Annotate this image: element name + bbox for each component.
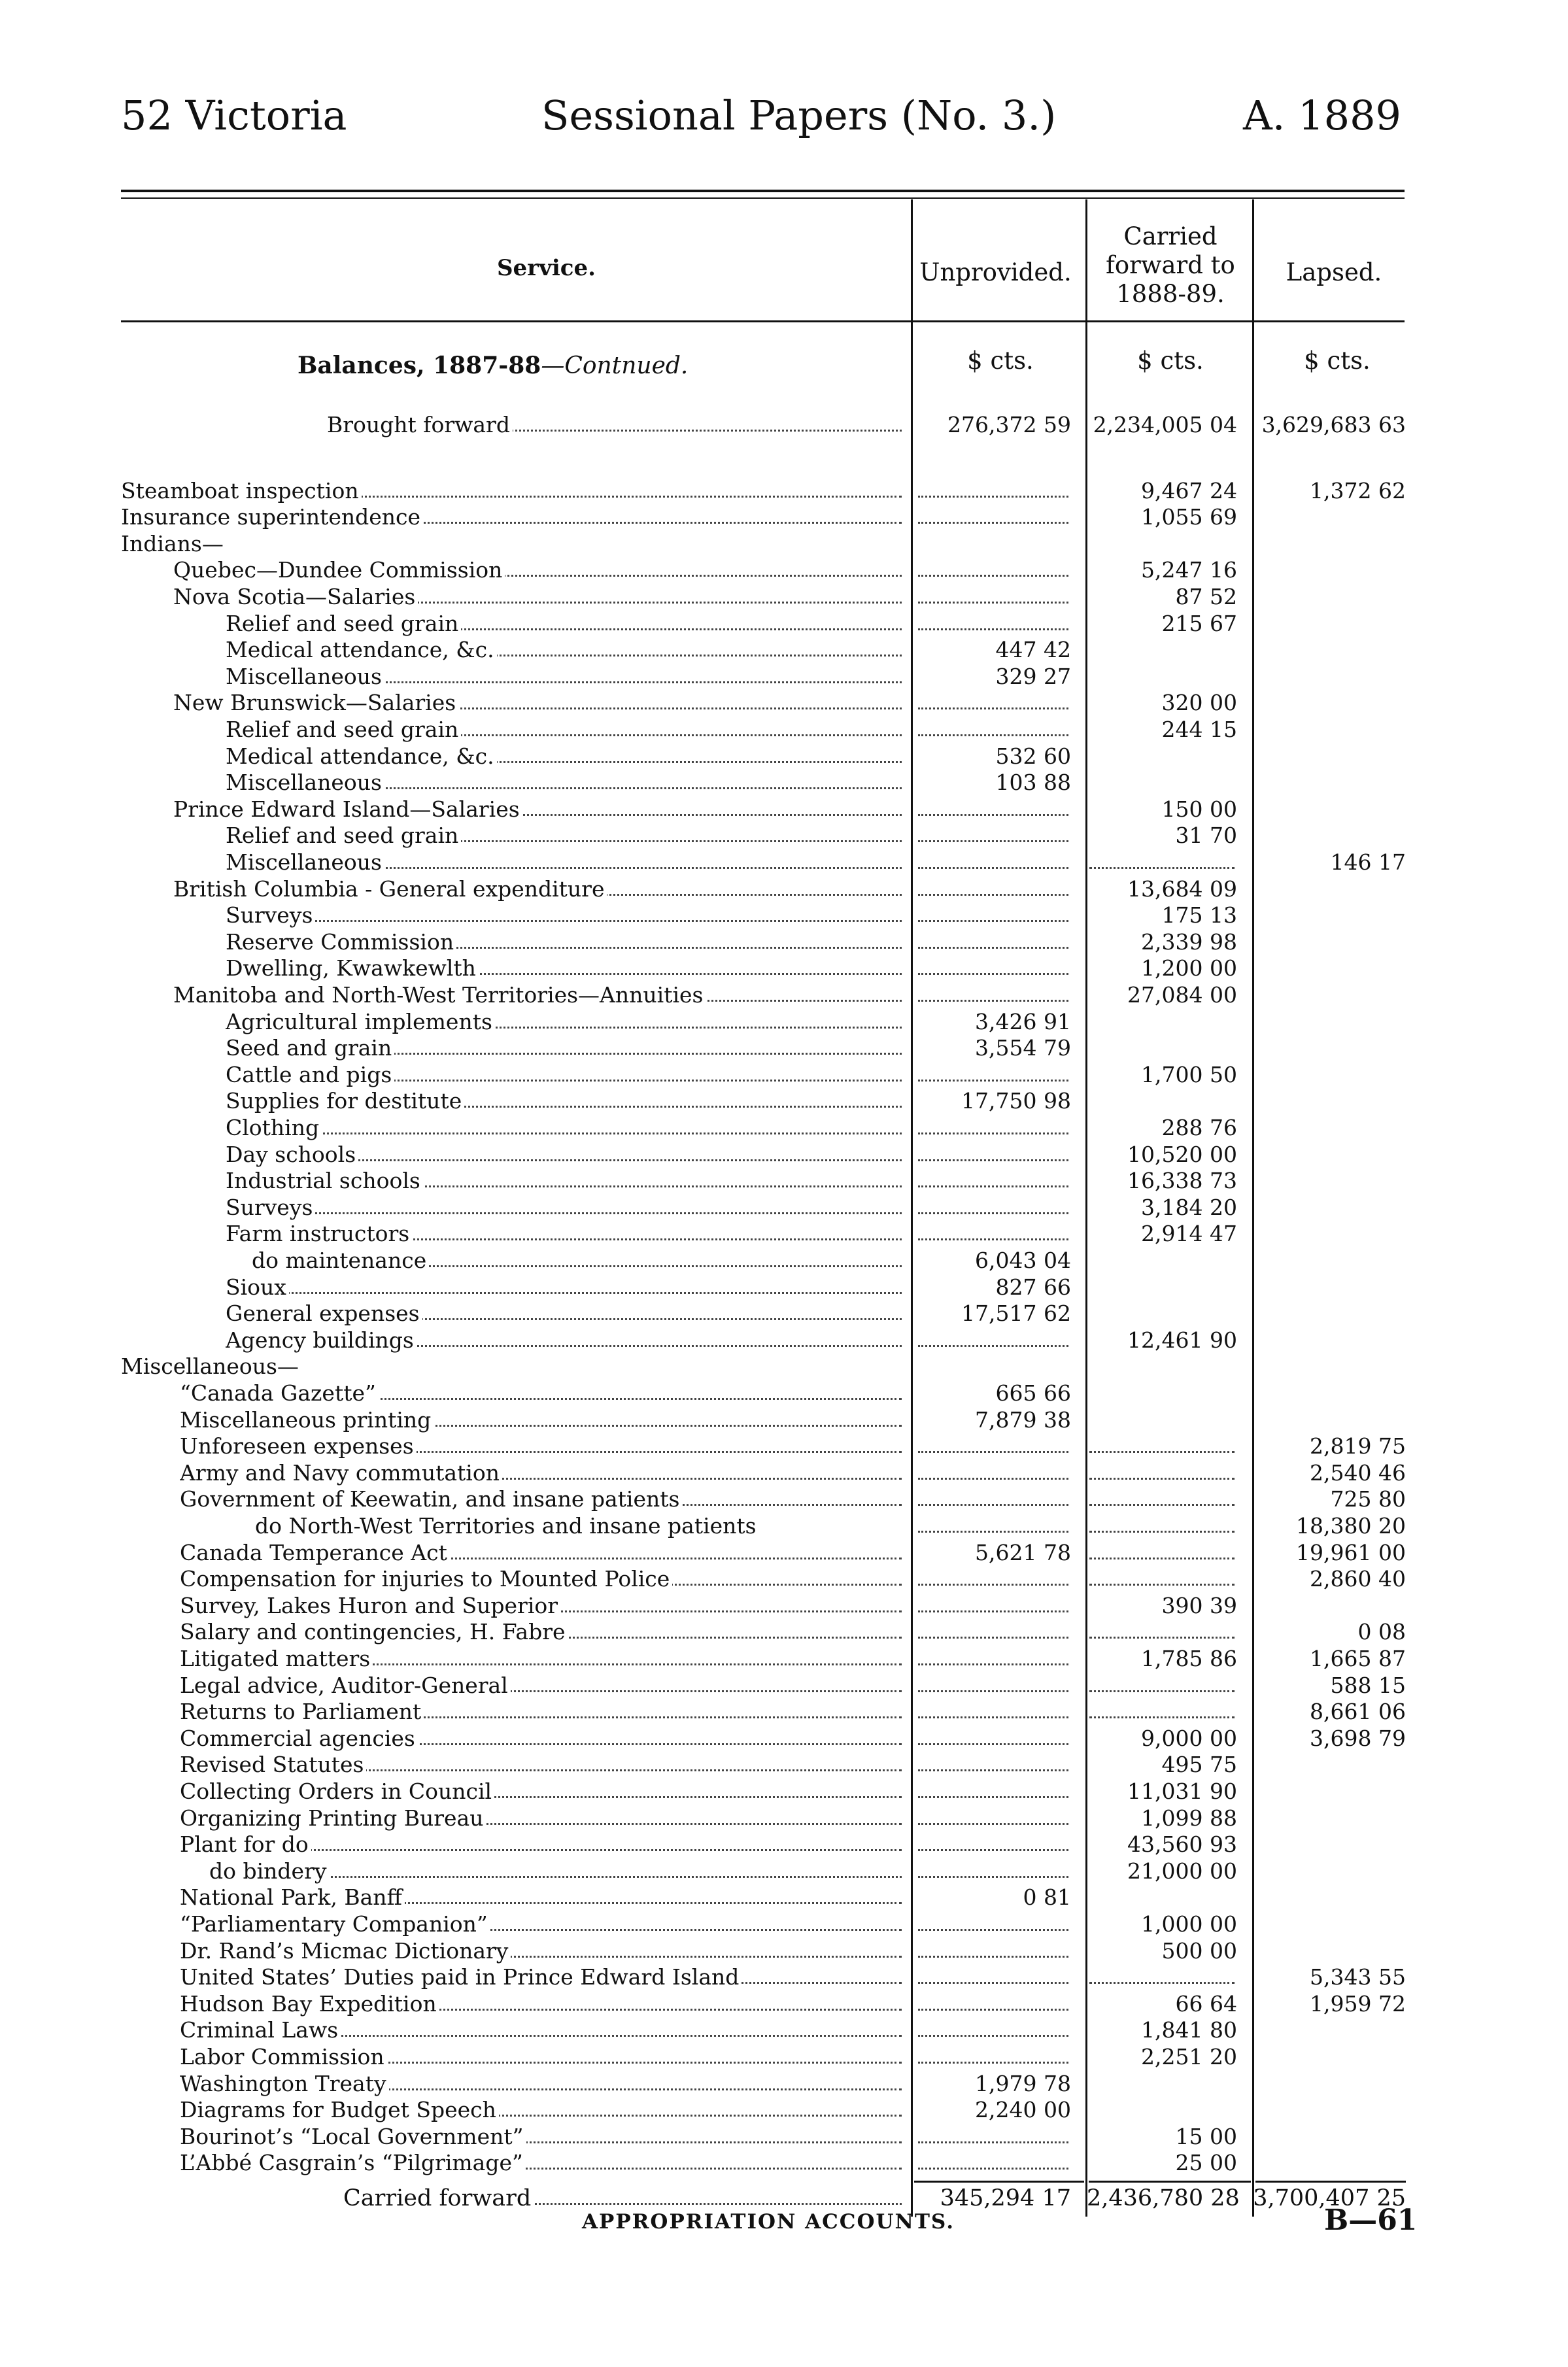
section-title-bold: Balances, 1887-88 xyxy=(298,352,541,379)
row-label: Farm instructors xyxy=(226,1221,906,1247)
row-unprovided-leader xyxy=(913,1938,1074,1964)
header-year: A. 1889 xyxy=(1243,92,1401,139)
row-unprovided-value: 665 66 xyxy=(995,1380,1071,1406)
row-carried-value: 15 00 xyxy=(1175,2123,1237,2149)
row-carried-leader xyxy=(1084,1964,1240,1990)
ledger-row xyxy=(0,1354,1568,1380)
row-unprovided-leader xyxy=(913,557,1074,583)
row-lapsed-value: 8,661 06 xyxy=(1310,1699,1406,1725)
row-label: Hudson Bay Expedition xyxy=(180,1991,906,2017)
row-label: Sioux xyxy=(226,1274,906,1301)
row-label: Insurance superintendence xyxy=(121,504,906,530)
row-label: “Canada Gazette” xyxy=(180,1380,906,1406)
ledger-row xyxy=(0,1274,1568,1301)
row-label: “Parliamentary Companion” xyxy=(180,1911,906,1937)
currency-carried: $ cts. xyxy=(1137,347,1204,375)
ledger-row xyxy=(0,1221,1568,1247)
ledger-row xyxy=(0,1513,1568,1539)
ledger-row xyxy=(0,1407,1568,1433)
row-carried-leader xyxy=(1084,1540,1240,1566)
row-unprovided-leader xyxy=(913,1486,1074,1512)
row-unprovided-leader xyxy=(913,955,1074,981)
ledger-row xyxy=(0,1831,1568,1858)
row-carried-value: 500 00 xyxy=(1161,1937,1237,1964)
column-header-carried-line1: Carried xyxy=(1123,222,1218,250)
row-label: Government of Keewatin, and insane patients xyxy=(180,1486,906,1512)
row-lapsed-value: 146 17 xyxy=(1330,849,1406,875)
ledger-row xyxy=(0,1168,1568,1194)
row-label: Litigated matters xyxy=(180,1646,906,1672)
section-title-italic: —Contnued. xyxy=(541,352,689,379)
row-unprovided-leader xyxy=(913,1699,1074,1725)
row-unprovided-leader xyxy=(913,1805,1074,1831)
row-lapsed-value: 725 80 xyxy=(1330,1486,1406,1512)
row-carried-value: 150 00 xyxy=(1161,796,1237,822)
row-lapsed-value: 588 15 xyxy=(1330,1672,1406,1698)
total-rule-unprovided xyxy=(914,2181,1084,2183)
row-label: do maintenance xyxy=(252,1248,906,1274)
ledger-row xyxy=(0,478,1568,504)
row-unprovided-value: 2,240 00 xyxy=(975,2097,1071,2123)
row-carried-value: 11,031 90 xyxy=(1127,1779,1237,1804)
row-carried-value: 13,684 09 xyxy=(1127,876,1237,902)
row-carried-value: 2,251 20 xyxy=(1141,2044,1237,2069)
row-label: Seed and grain xyxy=(226,1035,906,1061)
ledger-row xyxy=(0,1673,1568,1699)
carried-forward-carried: 2,436,780 28 xyxy=(1087,2185,1240,2211)
row-label: L’Abbé Casgrain’s “Pilgrimage” xyxy=(180,2150,906,2176)
row-unprovided-leader xyxy=(913,1221,1074,1247)
ledger-row xyxy=(0,1301,1568,1327)
row-unprovided-leader xyxy=(913,478,1074,504)
row-carried-value: 244 15 xyxy=(1161,717,1237,742)
ledger-row xyxy=(0,1911,1568,1937)
row-carried-value: 288 76 xyxy=(1161,1115,1237,1140)
ledger-row xyxy=(0,929,1568,955)
row-label: Reserve Commission xyxy=(226,929,906,955)
row-label: Cattle and pigs xyxy=(226,1062,906,1088)
ledger-row xyxy=(0,690,1568,716)
ledger-row xyxy=(0,1726,1568,1752)
row-label: Bourinot’s “Local Government” xyxy=(180,2124,906,2150)
row-carried-value: 16,338 73 xyxy=(1127,1168,1237,1194)
row-lapsed-value: 2,540 46 xyxy=(1310,1459,1406,1486)
ledger-row xyxy=(0,1699,1568,1725)
row-carried-value: 21,000 00 xyxy=(1127,1858,1237,1884)
row-unprovided-leader xyxy=(913,584,1074,610)
ledger-row xyxy=(0,1327,1568,1354)
row-unprovided-leader xyxy=(913,929,1074,955)
ledger-row xyxy=(0,1566,1568,1592)
ledger-row xyxy=(0,1752,1568,1778)
row-unprovided-leader xyxy=(913,1964,1074,1990)
row-carried-leader xyxy=(1084,1566,1240,1592)
row-lapsed-value: 1,959 72 xyxy=(1310,1990,1406,2017)
row-unprovided-leader xyxy=(913,2124,1074,2150)
ledger-row xyxy=(0,664,1568,690)
ledger-row xyxy=(0,1035,1568,1061)
row-label: Compensation for injuries to Mounted Police xyxy=(180,1566,906,1592)
row-carried-leader xyxy=(1084,1433,1240,1459)
row-label: General expenses xyxy=(226,1301,906,1327)
row-label: Labor Commission xyxy=(180,2044,906,2070)
ledger-row xyxy=(0,1619,1568,1645)
ledger-row xyxy=(0,1540,1568,1566)
row-label: Dwelling, Kwawkewlth xyxy=(226,955,906,981)
total-rule-carried xyxy=(1089,2181,1251,2183)
row-lapsed-value: 3,629,683 63 xyxy=(1261,412,1406,437)
column-header-carried-line3: 1888-89. xyxy=(1116,280,1225,308)
row-unprovided-leader xyxy=(913,1062,1074,1088)
row-unprovided-value: 103 88 xyxy=(995,770,1071,796)
row-label: Commercial agencies xyxy=(180,1726,906,1752)
row-label: British Columbia - General expenditure xyxy=(173,876,906,902)
column-header-lapsed: Lapsed. xyxy=(1286,258,1382,286)
row-label: Returns to Parliament xyxy=(180,1699,906,1725)
row-unprovided-leader xyxy=(913,2044,1074,2070)
row-unprovided-leader xyxy=(913,1513,1074,1539)
row-unprovided-leader xyxy=(913,1646,1074,1672)
ledger-row xyxy=(0,1779,1568,1805)
ledger-row xyxy=(0,1593,1568,1619)
row-label: Washington Treaty xyxy=(180,2071,906,2097)
row-unprovided-leader xyxy=(913,1991,1074,2017)
ledger-row xyxy=(0,1009,1568,1035)
ledger-row xyxy=(0,2044,1568,2070)
row-label: Industrial schools xyxy=(226,1168,906,1194)
currency-lapsed: $ cts. xyxy=(1304,347,1371,375)
row-carried-value: 1,055 69 xyxy=(1141,504,1237,530)
row-carried-value: 390 39 xyxy=(1161,1592,1237,1618)
row-unprovided-leader xyxy=(913,1115,1074,1141)
ledger-row xyxy=(0,531,1568,557)
ledger-row xyxy=(0,1486,1568,1512)
row-carried-value: 9,467 24 xyxy=(1141,477,1237,503)
ledger-row xyxy=(0,1964,1568,1990)
row-label: Miscellaneous xyxy=(226,849,906,876)
row-carried-leader xyxy=(1084,1460,1240,1486)
row-label: Dr. Rand’s Micmac Dictionary xyxy=(180,1938,906,1964)
ledger-row xyxy=(0,1884,1568,1911)
row-label: Salary and contingencies, H. Fabre xyxy=(180,1619,906,1645)
row-label: Organizing Printing Bureau xyxy=(180,1805,906,1831)
ledger-row xyxy=(0,1433,1568,1459)
ledger-row xyxy=(0,902,1568,928)
row-label: Medical attendance, &c. xyxy=(226,637,906,663)
row-label: Clothing xyxy=(226,1115,906,1141)
row-label: Plant for do xyxy=(180,1831,906,1858)
ledger-row xyxy=(0,1646,1568,1672)
ledger-row xyxy=(0,1380,1568,1406)
row-label: Army and Navy commutation xyxy=(180,1460,906,1486)
row-label: Diagrams for Budget Speech xyxy=(180,2097,906,2123)
row-unprovided-leader xyxy=(913,1142,1074,1168)
row-unprovided-leader xyxy=(913,1195,1074,1221)
row-label: Relief and seed grain xyxy=(226,717,906,743)
row-label: Quebec—Dundee Commission xyxy=(173,557,906,583)
ledger-row xyxy=(0,2150,1568,2176)
ledger-row xyxy=(0,770,1568,796)
currency-unprovided: $ cts. xyxy=(967,347,1034,375)
row-unprovided-value: 532 60 xyxy=(995,743,1071,769)
footer-page-number: B—61 xyxy=(1324,2204,1418,2237)
row-carried-value: 12,461 90 xyxy=(1127,1327,1237,1353)
row-label: Canada Temperance Act xyxy=(180,1540,906,1566)
carried-forward-unprovided: 345,294 17 xyxy=(940,2185,1071,2211)
ledger-row xyxy=(0,557,1568,583)
ledger-row xyxy=(0,1991,1568,2017)
row-unprovided-leader xyxy=(913,611,1074,637)
row-unprovided-leader xyxy=(913,823,1074,849)
row-unprovided-leader xyxy=(913,717,1074,743)
row-unprovided-value: 447 42 xyxy=(995,637,1071,663)
row-unprovided-value: 276,372 59 xyxy=(947,412,1071,437)
row-label: Relief and seed grain xyxy=(226,611,906,637)
column-header-service: Service. xyxy=(497,255,596,281)
row-unprovided-leader xyxy=(913,1831,1074,1858)
row-unprovided-value: 5,621 78 xyxy=(975,1539,1071,1565)
row-unprovided-value: 7,879 38 xyxy=(975,1406,1071,1433)
ledger-row xyxy=(0,1115,1568,1141)
row-carried-value: 2,339 98 xyxy=(1141,928,1237,955)
row-carried-value: 3,184 20 xyxy=(1141,1194,1237,1220)
row-carried-value: 10,520 00 xyxy=(1127,1141,1237,1167)
row-label: do bindery xyxy=(209,1858,906,1884)
row-unprovided-leader xyxy=(913,1779,1074,1805)
row-carried-value: 9,000 00 xyxy=(1141,1725,1237,1751)
ledger-row xyxy=(0,876,1568,902)
row-label: Indians— xyxy=(121,531,906,557)
total-rule-lapsed xyxy=(1255,2181,1406,2183)
row-label: Miscellaneous xyxy=(226,664,906,690)
row-lapsed-value: 2,860 40 xyxy=(1310,1566,1406,1592)
row-carried-leader xyxy=(1084,849,1240,876)
row-unprovided-leader xyxy=(913,982,1074,1008)
header-volume: 52 Victoria xyxy=(121,92,347,139)
ledger-row xyxy=(0,1142,1568,1168)
row-unprovided-value: 6,043 04 xyxy=(975,1248,1071,1273)
row-unprovided-leader xyxy=(913,1327,1074,1354)
row-carried-value: 2,234,005 04 xyxy=(1093,412,1237,437)
row-label: Manitoba and North-West Territories—Annuities xyxy=(173,982,906,1008)
column-header-unprovided: Unprovided. xyxy=(919,258,1072,286)
row-unprovided-leader xyxy=(913,902,1074,928)
ledger-row xyxy=(0,2097,1568,2123)
row-label: Miscellaneous xyxy=(226,770,906,796)
row-carried-value: 25 00 xyxy=(1175,2150,1237,2176)
row-label: Criminal Laws xyxy=(180,2017,906,2043)
row-carried-leader xyxy=(1084,1486,1240,1512)
row-unprovided-leader xyxy=(913,1673,1074,1699)
row-carried-value: 27,084 00 xyxy=(1127,982,1237,1008)
row-lapsed-value: 3,698 79 xyxy=(1310,1725,1406,1751)
row-label: New Brunswick—Salaries xyxy=(173,690,906,716)
row-label: Medical attendance, &c. xyxy=(226,743,906,770)
row-lapsed-value: 18,380 20 xyxy=(1296,1513,1406,1539)
row-unprovided-leader xyxy=(913,1593,1074,1619)
row-lapsed-value: 1,665 87 xyxy=(1310,1646,1406,1671)
row-carried-value: 1,200 00 xyxy=(1141,955,1237,981)
row-unprovided-leader xyxy=(913,1460,1074,1486)
ledger-row xyxy=(0,1805,1568,1831)
row-unprovided-value: 17,750 98 xyxy=(961,1088,1071,1114)
row-unprovided-leader xyxy=(913,876,1074,902)
row-label: Collecting Orders in Council xyxy=(180,1779,906,1805)
row-carried-value: 31 70 xyxy=(1175,823,1237,849)
row-unprovided-leader xyxy=(913,1911,1074,1937)
row-carried-value: 5,247 16 xyxy=(1141,557,1237,583)
carried-forward-lapsed: 3,700,407 25 xyxy=(1253,2185,1406,2211)
row-carried-value: 1,000 00 xyxy=(1141,1911,1237,1937)
row-label: Surveys xyxy=(226,1195,906,1221)
row-carried-value: 1,700 50 xyxy=(1141,1061,1237,1087)
row-lapsed-value: 2,819 75 xyxy=(1310,1433,1406,1459)
row-label: Miscellaneous printing xyxy=(180,1407,906,1433)
ledger-row xyxy=(0,1248,1568,1274)
row-carried-value: 175 13 xyxy=(1161,902,1237,928)
row-lapsed-value: 5,343 55 xyxy=(1310,1964,1406,1990)
row-carried-value: 1,099 88 xyxy=(1141,1805,1237,1831)
row-label: Nova Scotia—Salaries xyxy=(173,584,906,610)
row-label: Unforeseen expenses xyxy=(180,1433,906,1459)
row-lapsed-value: 1,372 62 xyxy=(1310,477,1406,503)
ledger-row xyxy=(0,743,1568,770)
ledger-row xyxy=(0,849,1568,876)
ledger-row xyxy=(0,982,1568,1008)
row-label: Agency buildings xyxy=(226,1327,906,1354)
row-unprovided-value: 329 27 xyxy=(995,663,1071,689)
row-unprovided-leader xyxy=(913,2150,1074,2176)
ledger-row xyxy=(0,2124,1568,2150)
row-label: Agricultural implements xyxy=(226,1009,906,1035)
header-title: Sessional Papers (No. 3.) xyxy=(541,92,1057,139)
row-carried-value: 495 75 xyxy=(1161,1752,1237,1778)
row-unprovided-value: 827 66 xyxy=(995,1274,1071,1300)
row-label: Relief and seed grain xyxy=(226,823,906,849)
row-carried-leader xyxy=(1084,1673,1240,1699)
ledger-row xyxy=(0,611,1568,637)
ledger-row xyxy=(0,637,1568,663)
row-lapsed-value: 0 08 xyxy=(1357,1619,1406,1645)
row-unprovided-leader xyxy=(913,1566,1074,1592)
row-carried-value: 87 52 xyxy=(1175,584,1237,609)
row-label: Revised Statutes xyxy=(180,1752,906,1778)
row-unprovided-leader xyxy=(913,690,1074,716)
footer-title: APPROPRIATION ACCOUNTS. xyxy=(582,2210,955,2234)
ledger-row xyxy=(0,1938,1568,1964)
ledger-row xyxy=(0,412,1568,438)
row-lapsed-value: 19,961 00 xyxy=(1296,1539,1406,1565)
row-label: Day schools xyxy=(226,1142,906,1168)
row-label: Brought forward xyxy=(327,412,906,438)
row-label: Supplies for destitute xyxy=(226,1088,906,1114)
ledger-row xyxy=(0,955,1568,981)
row-unprovided-value: 3,554 79 xyxy=(975,1035,1071,1061)
row-label: do North-West Territories and insane patients xyxy=(255,1513,906,1539)
row-label: Miscellaneous— xyxy=(121,1354,906,1380)
row-carried-value: 320 00 xyxy=(1161,690,1237,716)
row-unprovided-leader xyxy=(913,1726,1074,1752)
row-unprovided-value: 0 81 xyxy=(1023,1884,1071,1911)
row-carried-leader xyxy=(1084,1513,1240,1539)
ledger-row xyxy=(0,823,1568,849)
row-carried-value: 215 67 xyxy=(1161,610,1237,636)
ledger-row xyxy=(0,1858,1568,1884)
row-unprovided-leader xyxy=(913,1619,1074,1645)
row-label: United States’ Duties paid in Prince Edward Island xyxy=(180,1964,906,1990)
ledger-row xyxy=(0,796,1568,823)
row-label: National Park, Banff xyxy=(180,1884,906,1911)
row-carried-leader xyxy=(1084,1699,1240,1725)
row-unprovided-value: 3,426 91 xyxy=(975,1008,1071,1034)
row-unprovided-value: 1,979 78 xyxy=(975,2070,1071,2096)
ledger-row xyxy=(0,717,1568,743)
row-label: Steamboat inspection xyxy=(121,478,906,504)
ledger-row xyxy=(0,1088,1568,1114)
row-carried-leader xyxy=(1084,1619,1240,1645)
row-carried-value: 1,785 86 xyxy=(1141,1646,1237,1671)
row-unprovided-leader xyxy=(913,849,1074,876)
row-label: Survey, Lakes Huron and Superior xyxy=(180,1593,906,1619)
row-unprovided-leader xyxy=(913,1433,1074,1459)
row-unprovided-leader xyxy=(913,1752,1074,1778)
ledger-row xyxy=(0,2017,1568,2043)
carried-forward-label: Carried forward xyxy=(343,2185,906,2211)
row-unprovided-leader xyxy=(913,1168,1074,1194)
row-carried-value: 66 64 xyxy=(1175,1990,1237,2017)
row-label: Prince Edward Island—Salaries xyxy=(173,796,906,823)
column-header-carried-line2: forward to xyxy=(1106,251,1235,279)
row-carried-value: 2,914 47 xyxy=(1141,1221,1237,1247)
row-unprovided-leader xyxy=(913,1858,1074,1884)
row-carried-value: 43,560 93 xyxy=(1127,1831,1237,1858)
row-carried-value: 1,841 80 xyxy=(1141,2017,1237,2043)
row-unprovided-leader xyxy=(913,504,1074,530)
row-label: Legal advice, Auditor-General xyxy=(180,1673,906,1699)
ledger-row xyxy=(0,1062,1568,1088)
ledger-row xyxy=(0,1460,1568,1486)
row-label: Surveys xyxy=(226,902,906,928)
row-unprovided-leader xyxy=(913,796,1074,823)
row-unprovided-leader xyxy=(913,2017,1074,2043)
ledger-row xyxy=(0,2071,1568,2097)
ledger-row xyxy=(0,584,1568,610)
ledger-row xyxy=(0,504,1568,530)
row-unprovided-value: 17,517 62 xyxy=(961,1301,1071,1327)
ledger-row xyxy=(0,1195,1568,1221)
